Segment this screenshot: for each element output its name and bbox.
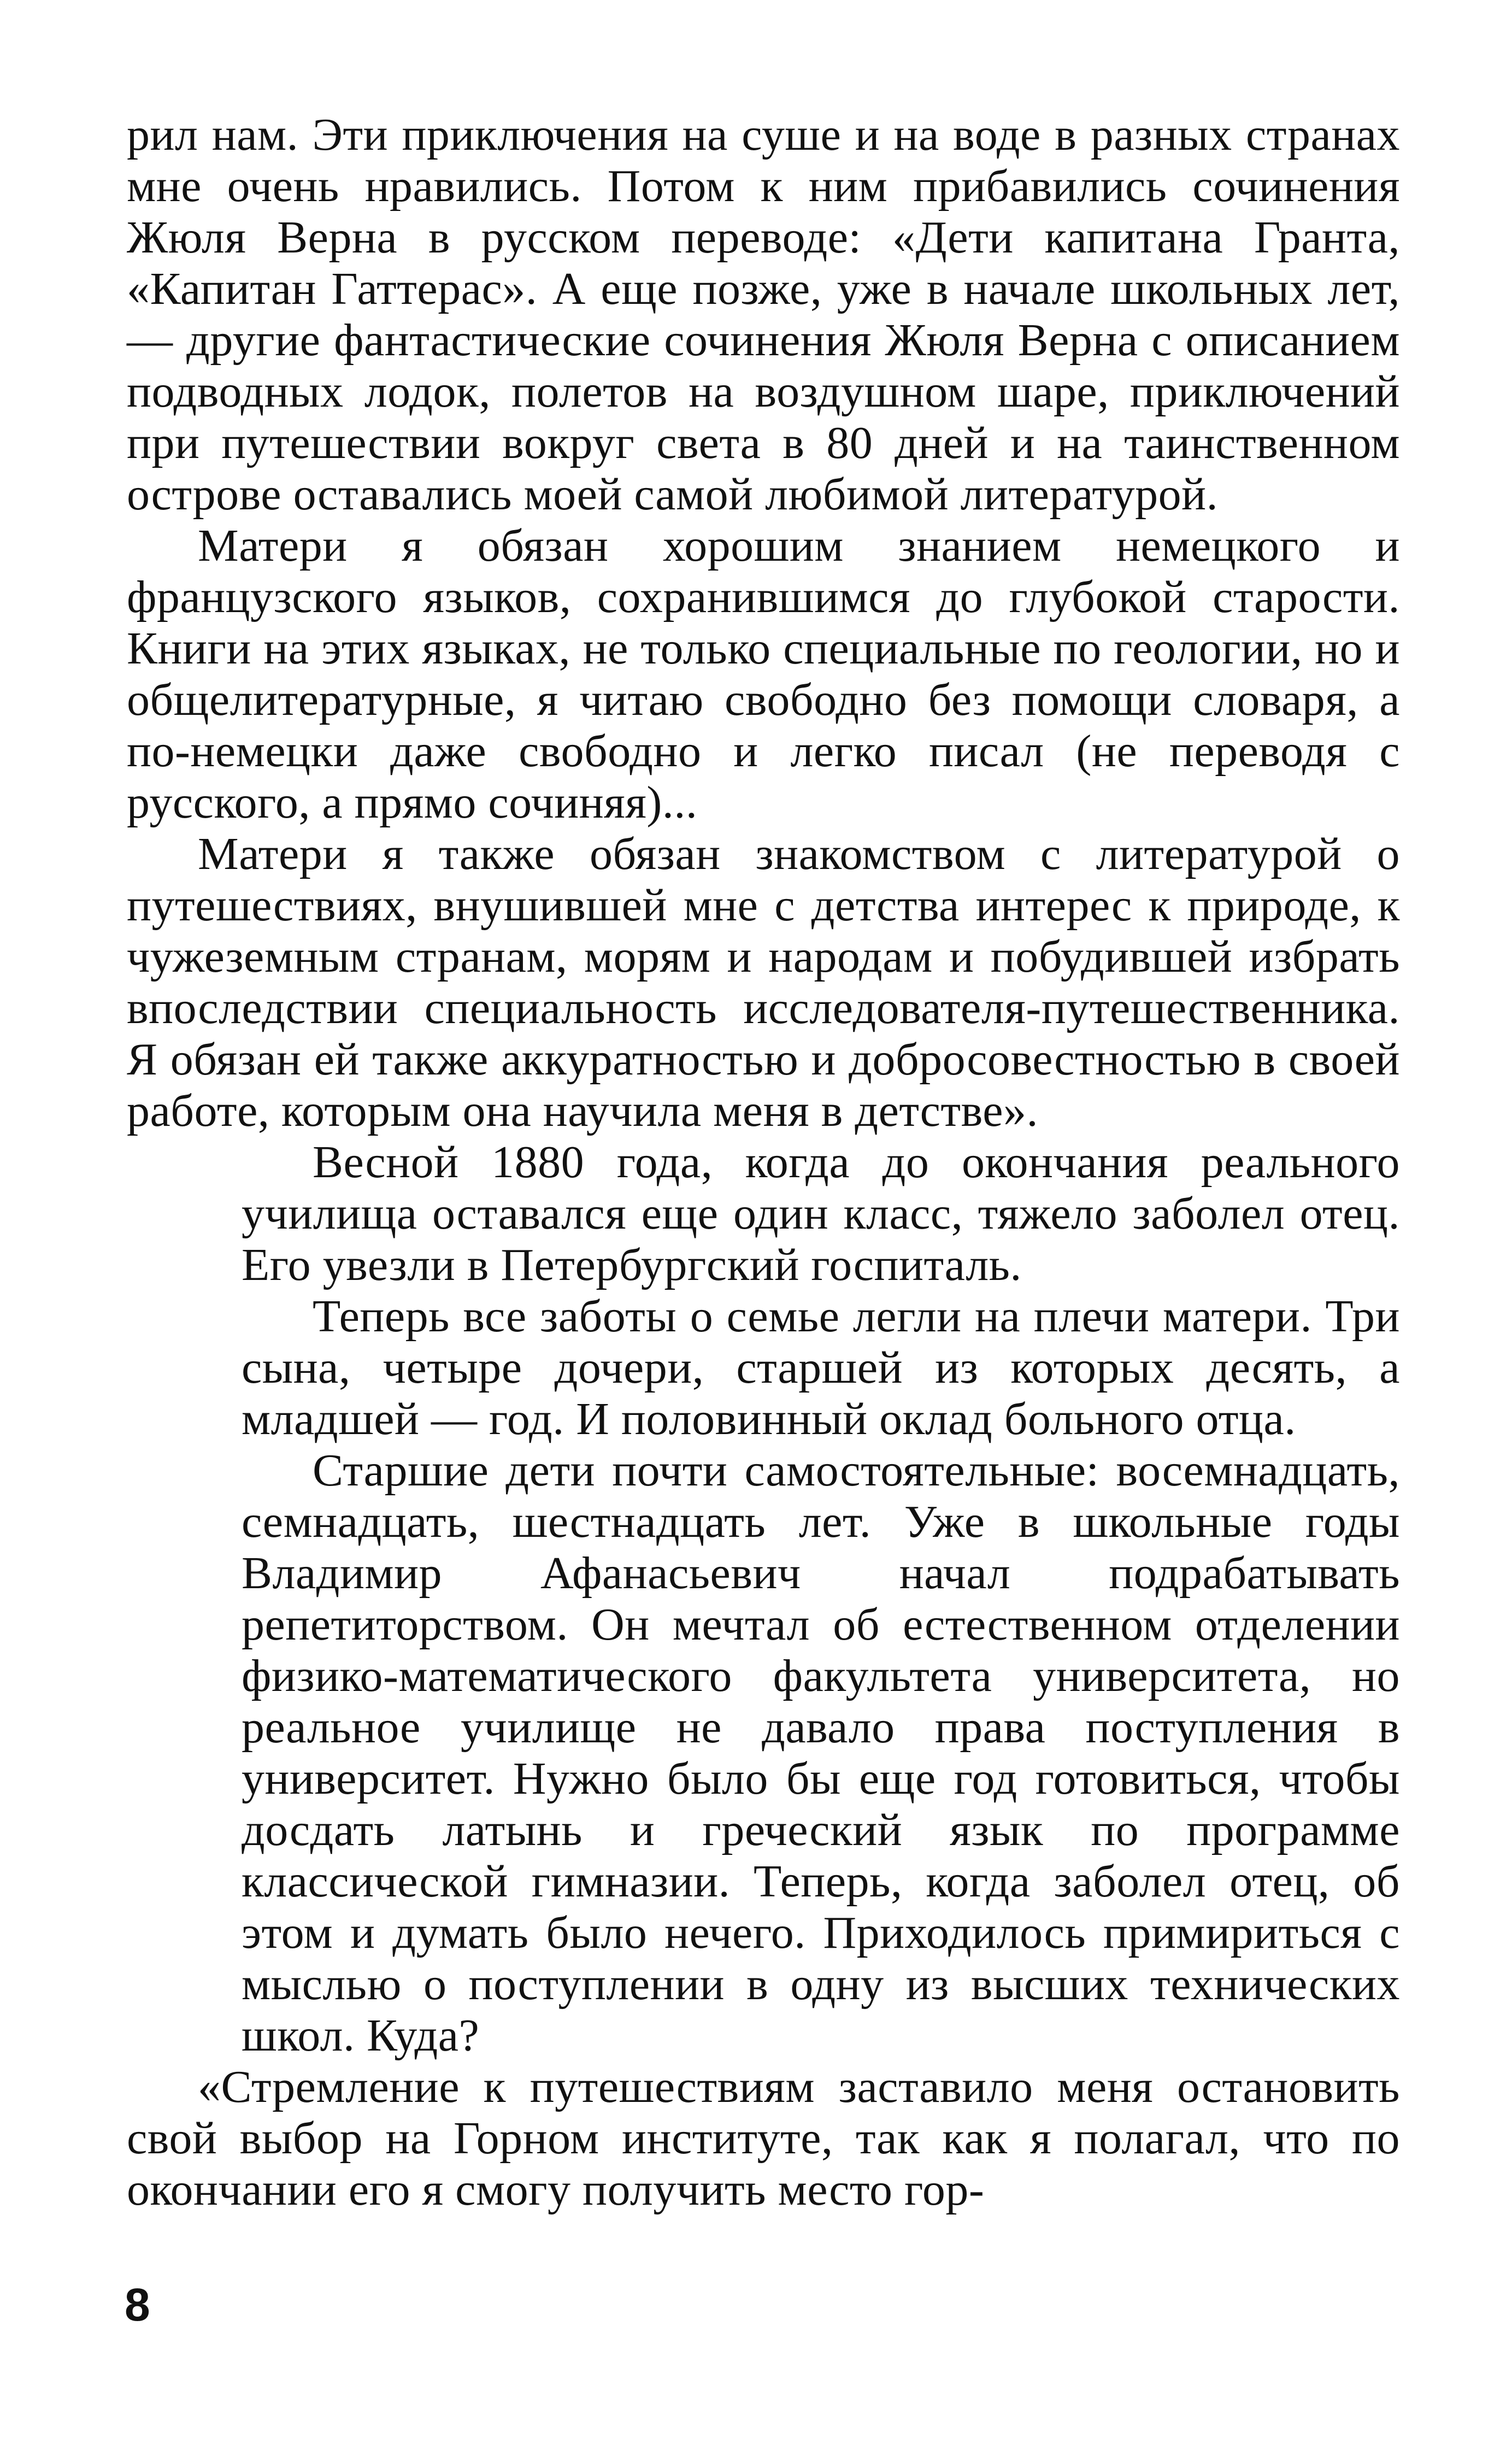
paragraph-continuation: рил нам. Эти приключения на суше и на воде в разных странах мне очень нравились. Потом к ним прибавились сочинения Жюля Верна в русском переводе: «Дети капитана Гранта, «Капитан Гаттерас». А еще позже, уже в начале школьных лет, — другие фантастические сочинения Жюля Верна с описанием подводных лодок, полетов на воздушном шаре, приключений при путешествии вокруг света в 80 дней и на таинственном острове оставались моей самой любимой литературой. — [127, 109, 1400, 520]
paragraph-spring-1880: Весной 1880 года, когда до окончания реального училища оставался еще один класс, тяжело заболел отец. Его увезли в Петербургский госпиталь. — [242, 1137, 1400, 1290]
page-number: 8 — [125, 2279, 150, 2330]
paragraph-family-cares: Теперь все заботы о семье легли на плечи матери. Три сына, четыре дочери, старшей из которых десять, а младшей — год. И половинный оклад больного отца. — [242, 1291, 1400, 1444]
paragraph-older-children: Старшие дети почти самостоятельные: восемнадцать, семнадцать, шестнадцать лет. Уже в школьные годы Владимир Афанасьевич начал подрабатывать репетиторством. Он мечтал об естественном отделении физико-математического факультета университета, но реальное училище не давало права поступления в университет. Нужно было бы еще год готовиться, чтобы досдать латынь и греческий язык по программе классической гимназии. Теперь, когда заболел отец, об этом и думать было нечего. Приходилось примириться с мыслью о поступлении в одну из высших технических школ. Куда? — [242, 1445, 1400, 2061]
text-column — [127, 109, 1400, 2216]
paragraph-mother-languages: Матери я обязан хорошим знанием немецкого и французского языков, сохранившимся до глубокой старости. Книги на этих языках, не только специальные по геологии, но и общелитературные, я читаю свободно без помощи словаря, а по-немецки даже свободно и легко писал (не переводя с русского, а прямо сочиняя)... — [127, 520, 1400, 828]
paragraph-mother-travel-literature: Матери я также обязан знакомством с литературой о путешествиях, внушившей мне с детства интерес к природе, к чужеземным странам, морям и народам и побудившей избрать впоследствии специальность исследователя-путешественника. Я обязан ей также аккуратностью и добросовестностью в своей работе, которым она научила меня в детстве». — [127, 829, 1400, 1136]
paragraph-mining-institute: «Стремление к путешествиям заставило меня остановить свой выбор на Горном институте, так как я полагал, что по окончании его я смогу получить место гор- — [127, 2061, 1400, 2215]
